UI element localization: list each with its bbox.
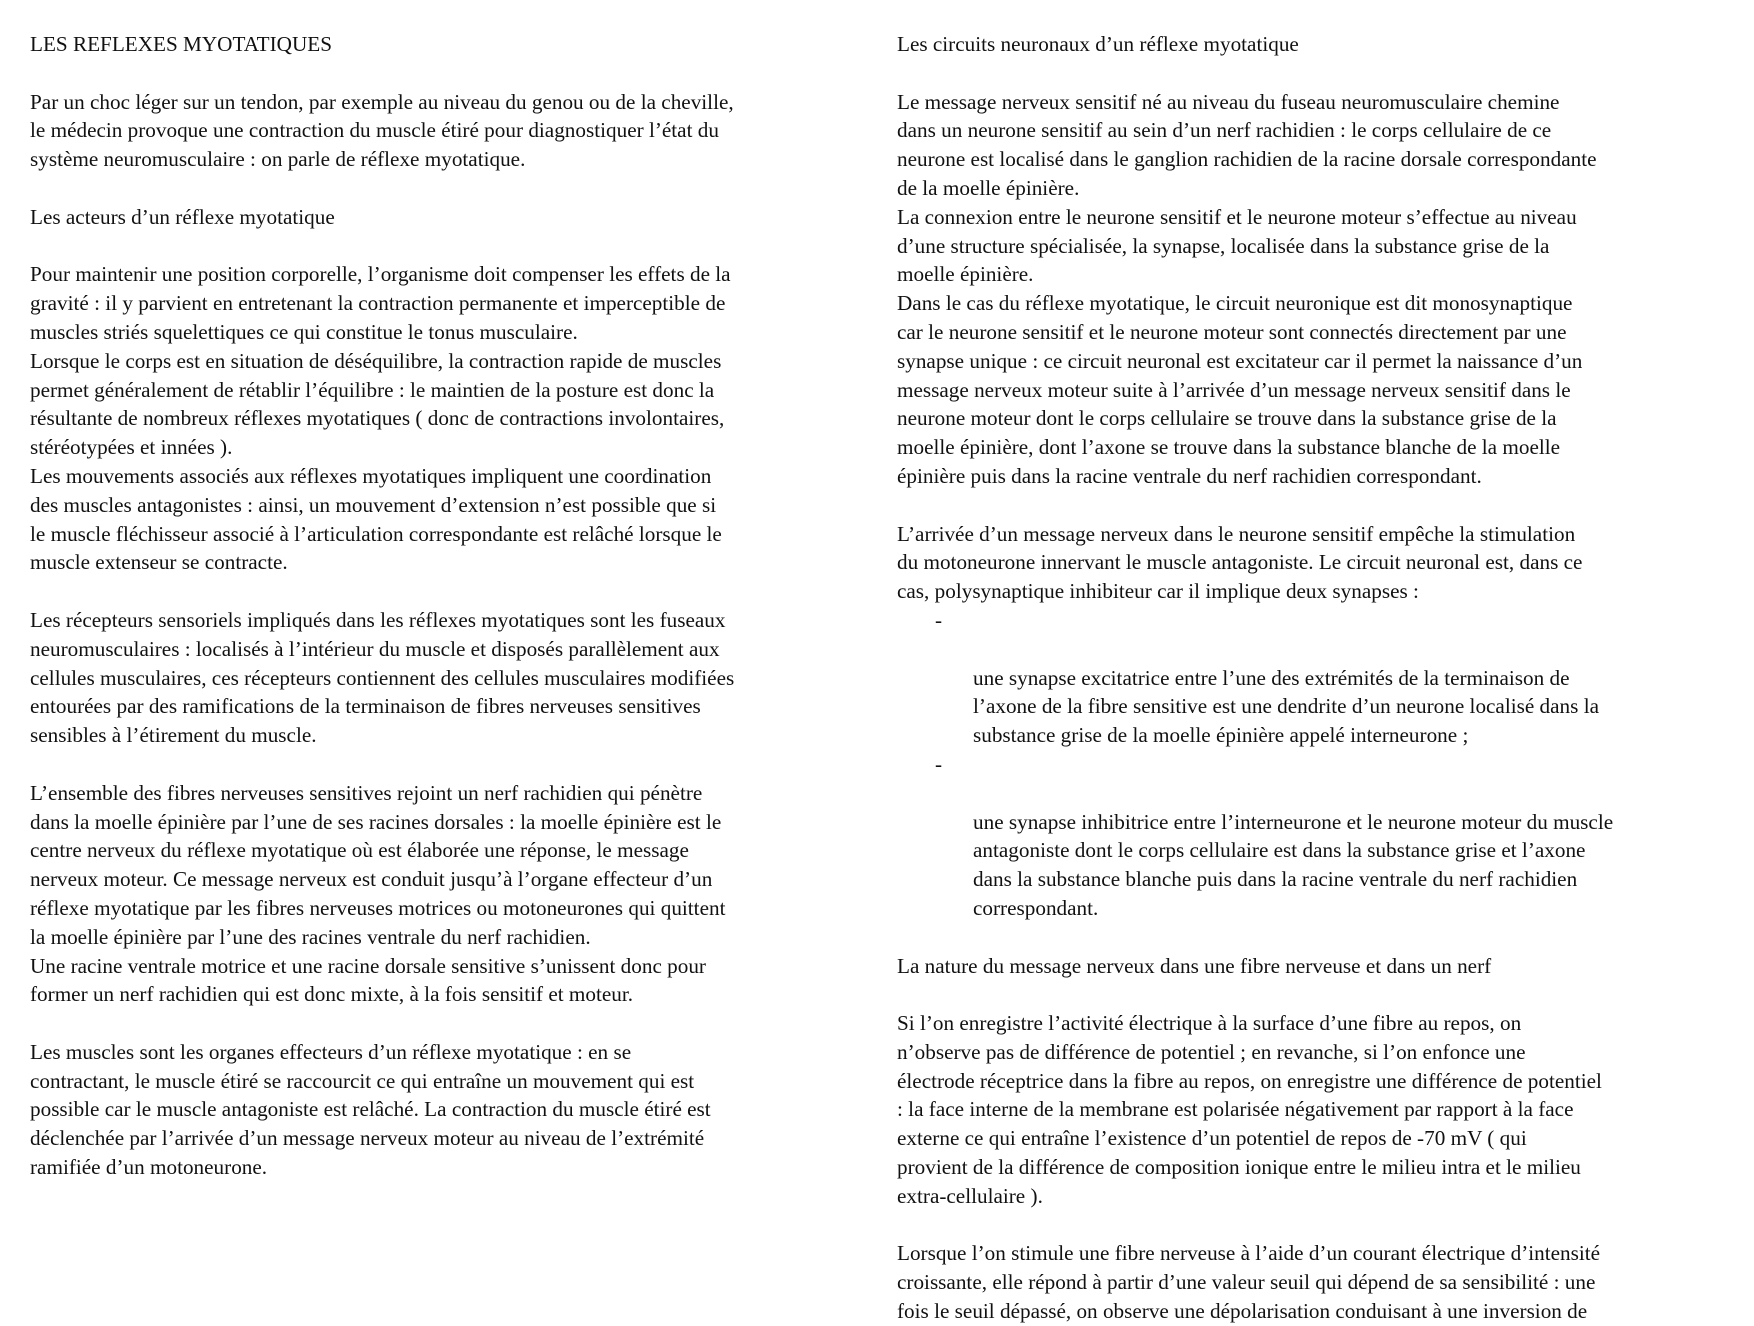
bullet-dash: - [935, 751, 943, 776]
list-item [897, 606, 1737, 750]
spacer [897, 59, 1737, 88]
paragraph-desequilibre: Lorsque le corps est en situation de déséquilibre, la contraction rapide de muscles permet généralement de rétablir l’équilibre : le maintien de la posture est donc la résultante de nombreux réflexes myotatiques ( donc de contractions involontaires, stéréotypées et innées ). [30, 348, 725, 460]
paragraph-message-sensitif: Le message nerveux sensitif né au niveau du fuseau neuromusculaire chemine dans un neurone sensitif au sein d’un nerf rachidien : le corps cellulaire de ce neurone est localisé dans le ganglion rachidien de la racine dorsale correspondante de la moelle épinière. [897, 89, 1597, 200]
spacer [897, 980, 1737, 1009]
paragraph-stimulation: Lorsque l’on stimule une fibre nerveuse à l’aide d’un courant électrique d’intensité croissante, elle répond à partir d’une valeur seuil qui dépend de sa sensibilité : une fois le seuil dépassé, on observe une dépolarisation conduisant à une inversion de [897, 1241, 1601, 1324]
spacer [897, 1211, 1737, 1240]
paragraph-fibres-sensitives: L’ensemble des fibres nerveuses sensitives rejoint un nerf rachidien qui pénètre dans la moelle épinière par l’une de ses racines dorsales : la moelle épinière est le centre nerveux du réflexe myotatique où est élaborée une réponse, le message nerveux moteur. Ce message nerveux est conduit jusqu’à l’organe effecteur d’un réflexe myotatique par les fibres nerveuses motrices ou motoneurones qui quittent la moelle épinière par l’une des racines ventrale du nerf rachidien. [30, 780, 726, 949]
spacer [30, 174, 868, 203]
paragraph-potentiel-repos: Si l’on enregistre l’activité électrique à la surface d’une fibre au repos, on n’observe pas de différence de potentiel ; en revanche, si l’on enfonce une électrode réceptrice dans la fibre au repos, on enregistre une différence de potentiel : la face interne de la membrane est polarisée négativement par rapport à la face externe ce qui entraîne l’existence d’un potentiel de repos de -70 mV ( qui provient de la différence de composition ionique entre le milieu intra et le milieu extra-cellulaire ). [897, 1011, 1602, 1208]
spacer [897, 923, 1737, 952]
paragraph-polysynaptique: L’arrivée d’un message nerveux dans le neurone sensitif empêche la stimulation du motoneurone innervant le muscle antagoniste. Le circuit neuronal est, dans ce cas, polysynaptique inhibiteur car il implique deux synapses : [897, 521, 1583, 604]
paragraph-nerf-mixte: Une racine ventrale motrice et une racine dorsale sensitive s’unissent donc pour former un nerf rachidien qui est donc mixte, à la fois sensitif et moteur. [30, 953, 706, 1007]
right-column [897, 30, 1737, 1326]
paragraph-monosynaptique: Dans le cas du réflexe myotatique, le circuit neuronique est dit monosynaptique car le neurone sensitif et le neurone moteur sont connectés directement par une synapse unique : ce circuit neuronal est excitateur car il permet la naissance d’un message nerveux moteur suite à l’arrivée d’un message nerveux sensitif dans le neurone moteur dont le corps cellulaire se trouve dans la substance grise de la moelle épinière, dont l’axone se trouve dans la substance blanche de la moelle épinière puis dans la racine ventrale du nerf rachidien correspondant. [897, 291, 1583, 488]
paragraph-tonus: Pour maintenir une position corporelle, l’organisme doit compenser les effets de la gravité : il y parvient en entretenant la contraction permanente et imperceptible de muscles striés squelettiques ce qui constitue le tonus musculaire. [30, 262, 731, 344]
section-heading-nature-message: La nature du message nerveux dans une fibre nerveuse et dans un nerf [897, 953, 1492, 978]
left-column [30, 30, 868, 1182]
list-item [897, 750, 1737, 923]
synapse-bullet-list [897, 606, 1737, 923]
list-item-text: une synapse excitatrice entre l’une des extrémités de la terminaison de l’axone de la fibre sensitive est une dendrite d’un neurone localisé dans la substance grise de la moelle épinière appelé interneurone ; [973, 665, 1599, 748]
document-title: LES REFLEXES MYOTATIQUES [30, 32, 332, 56]
spacer [30, 1009, 868, 1038]
intro-paragraph: Par un choc léger sur un tendon, par exemple au niveau du genou ou de la cheville, le médecin provoque une contraction du muscle étiré pour diagnostiquer l’état du système neuromusculaire : on parle de réflexe myotatique. [30, 89, 734, 172]
spacer [30, 750, 868, 779]
bullet-dash: - [935, 607, 943, 632]
paragraph-effecteurs: Les muscles sont les organes effecteurs d’un réflexe myotatique : en se contractant, le muscle étiré se raccourcit ce qui entraîne un mouvement qui est possible car le muscle antagoniste est relâché. La contraction du muscle étiré est déclenchée par l’arrivée d’un message nerveux moteur au niveau de l’extrémité ramifiée d’un motoneurone. [30, 1039, 711, 1180]
section-heading-acteurs: Les acteurs d’un réflexe myotatique [30, 204, 335, 229]
paragraph-synapse: La connexion entre le neurone sensitif et le neurone moteur s’effectue au niveau d’une structure spécialisée, la synapse, localisée dans la substance grise de la moelle épinière. [897, 204, 1577, 287]
section-heading-circuits: Les circuits neuronaux d’un réflexe myotatique [897, 32, 1299, 56]
paragraph-recepteurs: Les récepteurs sensoriels impliqués dans les réflexes myotatiques sont les fuseaux neuromusculaires : localisés à l’intérieur du muscle et disposés parallèlement aux cellules musculaires, ces récepteurs contiennent des cellules musculaires modifiées entourées par des ramifications de la terminaison de fibres nerveuses sensitives sensibles à l’étirement du muscle. [30, 607, 735, 748]
spacer [897, 491, 1737, 520]
spacer [30, 577, 868, 606]
list-item-text: une synapse inhibitrice entre l’interneurone et le neurone moteur du muscle antagoniste dont le corps cellulaire est dans la substance grise et l’axone dans la substance blanche puis dans la racine ventrale du nerf rachidien correspondant. [973, 809, 1614, 920]
spacer [30, 59, 868, 88]
paragraph-antagonistes: Les mouvements associés aux réflexes myotatiques impliquent une coordination des muscles antagonistes : ainsi, un mouvement d’extension n’est possible que si le muscle fléchisseur associé à l’articulation correspondante est relâché lorsque le muscle extenseur se contracte. [30, 463, 722, 575]
spacer [30, 232, 868, 261]
